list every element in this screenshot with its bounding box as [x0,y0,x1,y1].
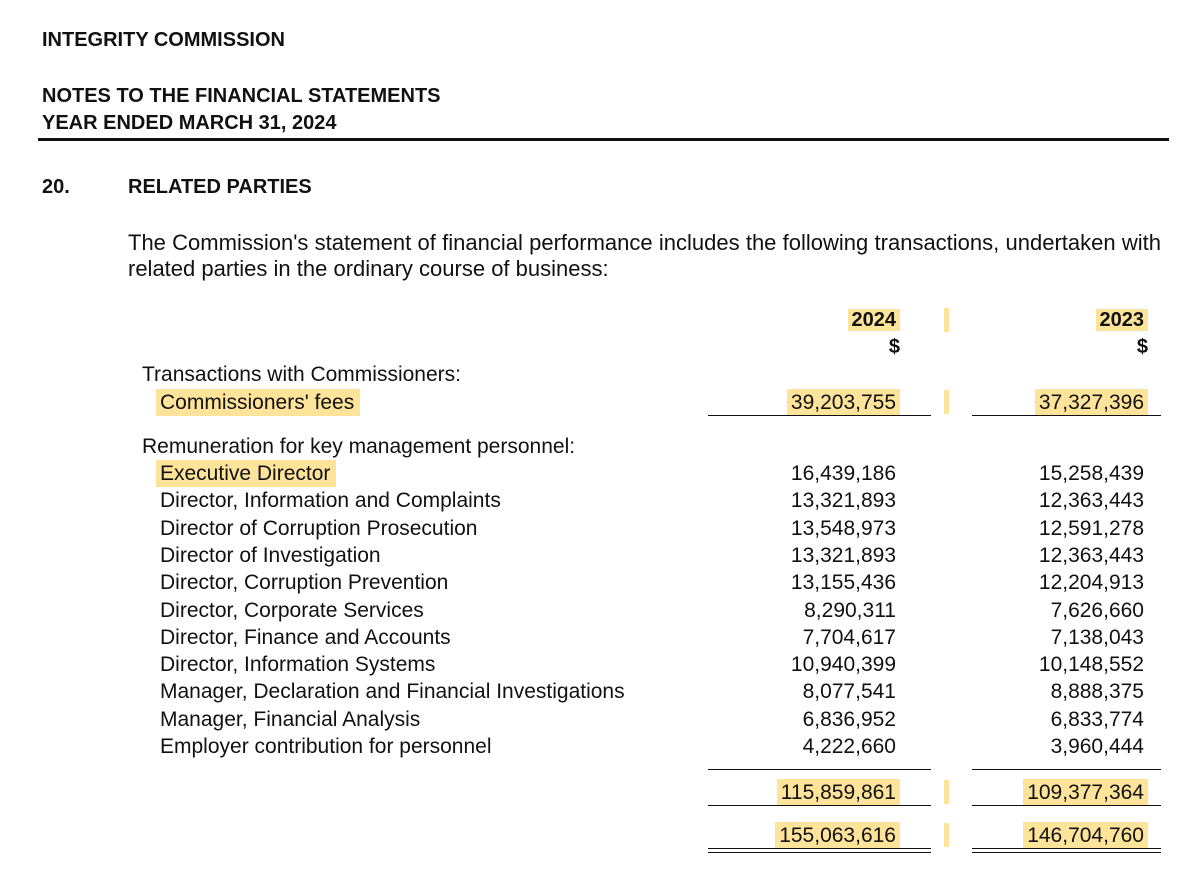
row-label: Manager, Financial Analysis [160,707,421,731]
subtotal-rule-2024 [708,769,931,770]
value-2024: 13,548,973 [790,516,896,540]
column-year-2024: 2024 [848,309,901,331]
key-management-heading-row [0,433,1189,460]
value-2023: 12,204,913 [1038,571,1144,595]
column-unit-2023: $ [1136,336,1148,358]
table-row [0,624,1189,651]
table-row [0,569,1189,596]
value-2023: 7,626,660 [1050,598,1144,622]
section-number: 20. [42,176,70,198]
value-2024: 6,836,952 [802,707,896,731]
column-header-2023 [1096,309,1149,332]
value-2023: 12,363,443 [1038,489,1144,513]
table-row [0,515,1189,542]
table-row [0,597,1189,624]
commissioners-heading: Transactions with Commissioners: [142,363,461,386]
row-label: Director, Corporate Services [160,598,424,622]
subtotal-underline-2024 [708,805,931,806]
commissioners-heading-row [0,361,1189,388]
header-divider [38,138,1169,141]
period-title: YEAR ENDED MARCH 31, 2024 [42,112,337,134]
column-unit-2024: $ [888,336,900,358]
subtotal-row [0,779,1189,806]
table-row [0,678,1189,705]
key-management-heading: Remuneration for key management personnel: [142,435,576,458]
row-label: Employer contribution for personnel [160,735,492,758]
value-2023: 12,591,278 [1038,516,1144,540]
value-2023: 37,327,396 [1035,389,1148,416]
value-2024: 13,155,436 [790,571,896,595]
organization-name: INTEGRITY COMMISSION [42,29,285,51]
value-2023: 7,138,043 [1050,625,1144,649]
table-row [0,651,1189,678]
row-label: Manager, Declaration and Financial Investigations [160,680,625,704]
value-2024: 10,940,399 [790,653,896,677]
value-2023: 12,363,443 [1038,543,1144,567]
subtotal-rule-2023 [972,769,1161,770]
subtotal-2024: 115,859,861 [777,779,900,806]
table-row [0,706,1189,733]
total-double-underline-2023 [972,848,1161,853]
value-2023: 10,148,552 [1038,653,1144,677]
total-row [0,822,1189,849]
value-2024: 39,203,755 [787,389,900,416]
total-2024: 155,063,616 [775,822,900,849]
section-intro: The Commission's statement of financial performance includes the following transactions, undertaken with related parties in the ordinary course of business: [128,230,1161,281]
row-label: Director, Finance and Accounts [160,625,451,649]
row-label: Director, Information Systems [160,653,436,677]
column-header-2024 [848,309,901,332]
value-2024: 8,077,541 [802,680,896,704]
subtotal-2023: 109,377,364 [1023,779,1148,806]
total-double-underline-2024 [708,848,931,853]
row-label: Director of Investigation [160,543,381,567]
subtotal-underline-2023 [972,805,1161,806]
value-2023: 3,960,444 [1050,735,1144,758]
row-label: Director, Corruption Prevention [160,571,449,595]
value-2024: 13,321,893 [790,543,896,567]
value-2023: 15,258,439 [1038,462,1144,485]
table-row [0,487,1189,514]
table-row [0,460,1189,487]
value-2024: 7,704,617 [802,625,896,649]
value-2024: 8,290,311 [804,598,896,622]
underline-2023 [972,415,1161,416]
row-label: Director, Information and Complaints [160,489,501,513]
row-label: Commissioners' fees [156,389,360,416]
column-year-2023: 2023 [1096,309,1149,331]
value-2024: 4,222,660 [802,735,896,758]
table-row [0,389,1189,416]
value-2024: 13,321,893 [790,489,896,513]
total-2023: 146,704,760 [1023,822,1148,849]
table-row [0,733,1189,760]
document-title: NOTES TO THE FINANCIAL STATEMENTS [42,85,441,107]
value-2024: 16,439,186 [790,462,896,485]
value-2023: 8,888,375 [1050,680,1144,704]
row-label: Executive Director [156,460,336,487]
section-title: RELATED PARTIES [128,176,312,198]
row-label: Director of Corruption Prosecution [160,516,478,540]
underline-2024 [708,415,931,416]
column-separator-mark [944,308,949,332]
value-2023: 6,833,774 [1050,707,1144,731]
table-row [0,542,1189,569]
